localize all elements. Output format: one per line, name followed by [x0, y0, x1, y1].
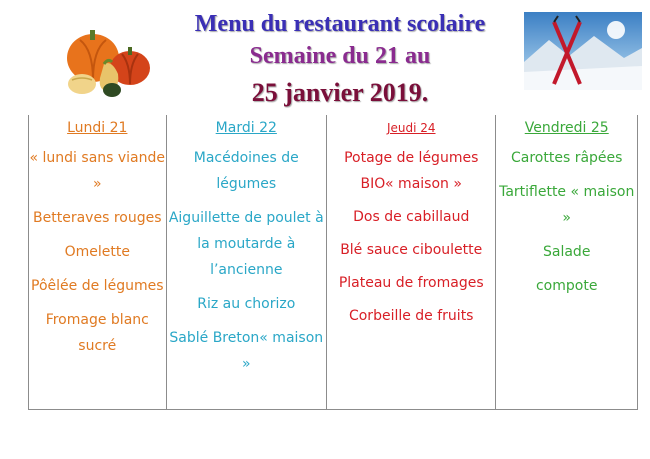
title-line-3: 25 janvier 2019.	[251, 78, 429, 107]
day-column-tuesday	[166, 115, 326, 409]
menu-item: Carottes râpées	[510, 150, 623, 166]
day-header: Lundi 21	[61, 115, 133, 141]
menu-item: Tartiflette « maison »	[499, 184, 635, 226]
menu-item: Plateau de fromages	[338, 275, 484, 291]
menu-item: Riz au chorizo	[197, 296, 296, 312]
day-column-monday	[29, 115, 166, 409]
menu-item: compote	[535, 278, 598, 294]
weekly-menu-table	[28, 115, 638, 410]
menu-item: Blé sauce ciboulette	[340, 242, 483, 258]
title-line-2: Semaine du 21 au	[249, 43, 431, 69]
menu-item: Aiguillette de poulet à la moutarde à l’ancienne	[168, 210, 324, 278]
menu-item: Corbeille de fruits	[348, 308, 474, 324]
menu-item: Fromage blanc sucré	[45, 312, 149, 354]
ski-snow-mountain-icon	[524, 12, 642, 90]
day-header: Mardi 22	[210, 115, 283, 141]
title-line-1: Menu du restaurant scolaire	[194, 11, 486, 37]
pumpkins-squash-icon	[60, 20, 155, 100]
day-column-friday	[495, 115, 637, 409]
day-column-thursday	[326, 115, 495, 409]
day-header: Jeudi 24	[381, 115, 442, 141]
menu-item: Potage de légumes BIO« maison »	[344, 150, 479, 192]
menu-item: Salade	[543, 244, 591, 260]
menu-item: Omelette	[64, 244, 130, 260]
menu-item: Pôêlée de légumes	[31, 278, 164, 294]
menu-item: Macédoines de légumes	[193, 150, 299, 192]
menu-item: Betteraves rouges	[33, 210, 162, 226]
menu-item: Dos de cabillaud	[353, 209, 470, 225]
menu-item: « lundi sans viande »	[29, 150, 166, 192]
menu-item: Sablé Breton« maison »	[169, 330, 324, 372]
day-header: Vendredi 25	[519, 115, 615, 141]
